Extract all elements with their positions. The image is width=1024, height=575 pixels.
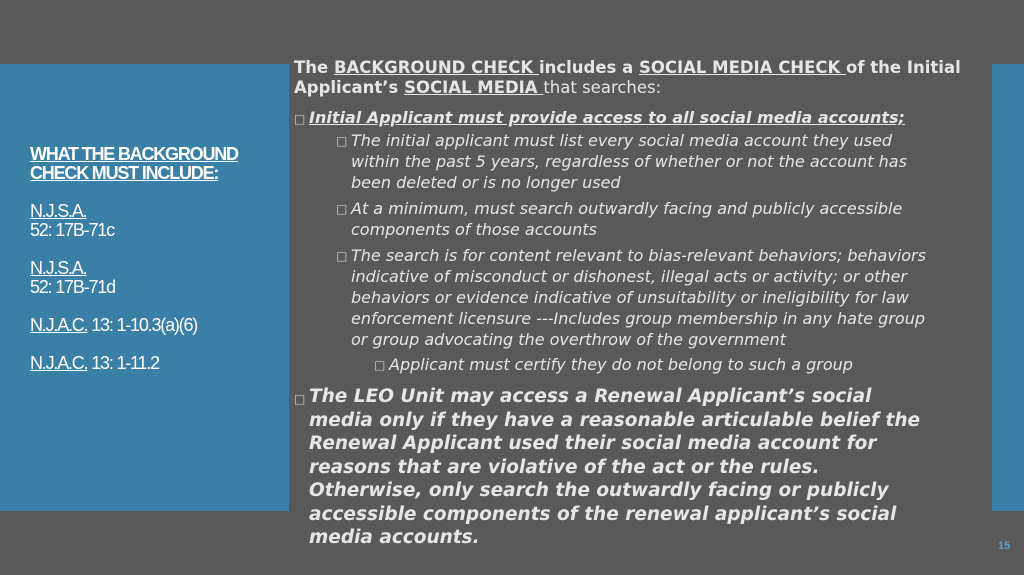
statute-ref (30, 316, 280, 335)
left-sidebar-text (30, 145, 280, 373)
square-bullet-icon: □ (374, 358, 386, 372)
intro-text: that searches: (543, 78, 662, 97)
bullet-text: At a minimum, must search outwardly facing and publicly accessible components of those accounts (351, 199, 903, 239)
sub-sub-bullet (374, 354, 984, 375)
intro-term-background-check: BACKGROUND CHECK (333, 58, 539, 77)
sub-bullet (336, 130, 931, 193)
sub-bullet (336, 245, 931, 350)
square-bullet-icon: □ (294, 112, 306, 126)
intro-term-social-media-check: SOCIAL MEDIA CHECK (638, 58, 847, 77)
statute-ref (30, 259, 280, 297)
statute-ref (30, 354, 280, 373)
slide-body (294, 58, 984, 550)
sub-bullet (336, 198, 931, 240)
right-accent-strip (992, 64, 1024, 511)
statute-ref (30, 202, 280, 240)
intro-term-social-media: SOCIAL MEDIA (404, 78, 544, 97)
square-bullet-icon: □ (294, 392, 306, 406)
statute-section: 52: 17B-71c (30, 220, 114, 240)
intro-text: The (294, 58, 334, 77)
bullet-initial-applicant (294, 108, 984, 128)
bullet-text: Initial Applicant must provide access to all social media accounts; (309, 108, 905, 127)
square-bullet-icon: □ (336, 202, 348, 216)
square-bullet-icon: □ (336, 134, 348, 148)
bullet-text: Applicant must certify they do not belong to such a group (389, 355, 853, 374)
bullet-text: The LEO Unit may access a Renewal Applicant’s social media only if they have a reasonable articulable belief the Renewal Applicant used their social media account for reasons that are violative of the act or the rules. Otherwise, only search the outwardly facing or publicly accessible components of the renewal applicant’s social media accounts. (309, 386, 921, 548)
intro-text: of the Initial Applicant’s (294, 58, 961, 97)
statute-section: 52: 17B-71d (30, 277, 115, 297)
statute-section: 13: 1-11.2 (87, 353, 159, 373)
statute-code: N.J.S.A. (30, 201, 87, 221)
statute-section: 13: 1-10.3(a)(6) (87, 315, 198, 335)
intro-text: includes a (538, 58, 639, 77)
statute-code: N.J.A.C. (30, 315, 88, 335)
intro-paragraph (294, 58, 984, 98)
statute-code: N.J.A.C. (30, 353, 88, 373)
bullet-text: The initial applicant must list every social media account they used within the past 5 years, regardless of whether or not the account has been deleted or is no longer used (351, 131, 907, 192)
page-number: 15 (998, 540, 1011, 552)
square-bullet-icon: □ (336, 249, 348, 263)
bullet-renewal-applicant (294, 385, 929, 550)
statute-code: N.J.S.A. (30, 258, 87, 278)
bullet-text: The search is for content relevant to bias-relevant behaviors; behaviors indicative of misconduct or dishonest, illegal acts or activity; or other behaviors or evidence indicative of unsuitability or ineligibility for law enforcement licensure ---Includes group membership in any hate group or group advocating the overthrow of the government (351, 246, 926, 349)
sidebar-heading: WHAT THE BACKGROUND CHECK MUST INCLUDE: (30, 144, 238, 183)
